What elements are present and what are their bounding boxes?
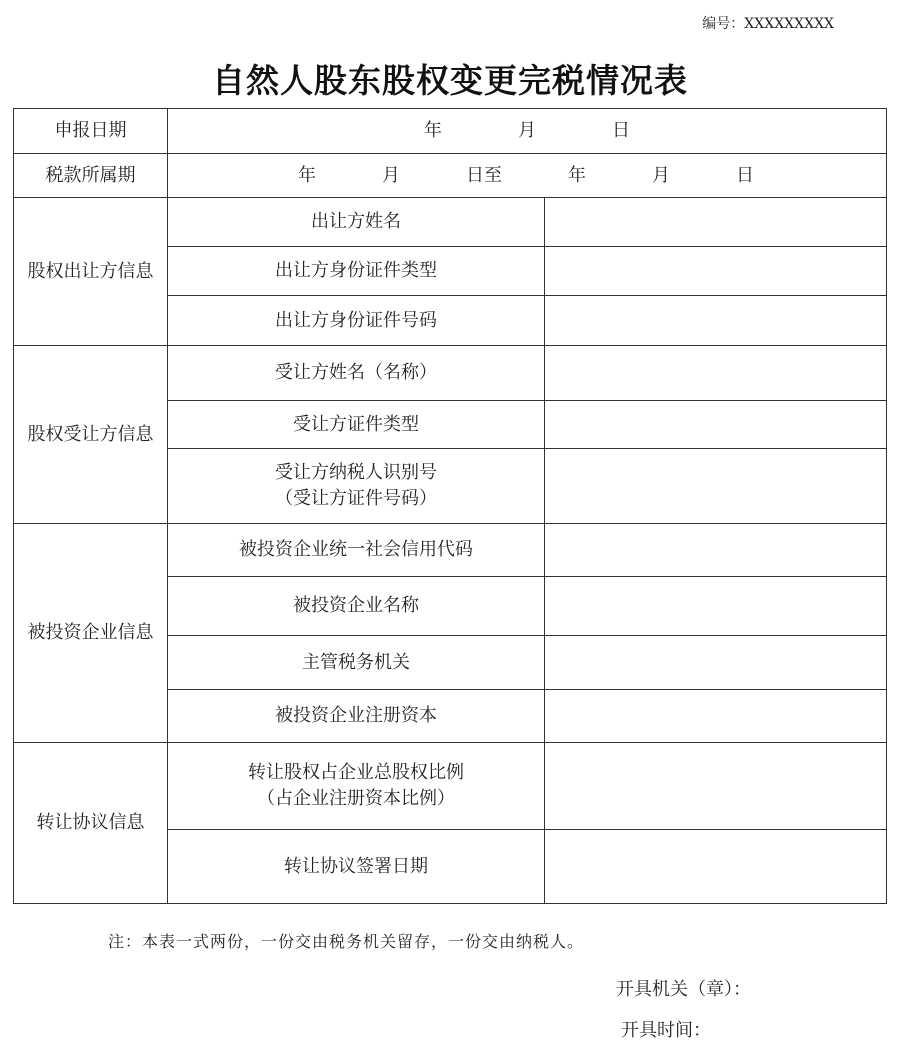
transferor-name-input[interactable] [545,198,887,247]
tax-period-field[interactable] [168,154,887,198]
transferor-section-label: 股权出让方信息 [14,198,168,346]
declare-date-field[interactable] [168,109,887,154]
table-row [14,198,887,247]
transferor-id-number-label: 出让方身份证件号码 [168,296,545,346]
transferee-name-label: 受让方姓名（名称） [168,346,545,401]
transferee-taxpayer-id-label [168,449,545,524]
registered-capital-label: 被投资企业注册资本 [168,690,545,743]
equity-ratio-line2: （占企业注册资本比例） [257,788,455,809]
transferee-section-label: 股权受让方信息 [14,346,168,524]
transferor-name-label: 出让方姓名 [168,198,545,247]
investee-name-label: 被投资企业名称 [168,577,545,636]
transferee-taxpayer-id-line1: 受让方纳税人识别号 [275,462,437,483]
issue-time-label: 开具时间： [621,1020,711,1041]
document-number: 编号：XXXXXXXXX [702,16,834,32]
investee-credit-code-label: 被投资企业统一社会信用代码 [168,524,545,577]
period-month-from-label: 月 [382,164,400,186]
declare-date-label: 申报日期 [14,109,168,154]
agreement-date-input[interactable] [545,830,887,904]
investee-section-label: 被投资企业信息 [14,524,168,743]
tax-authority-label: 主管税务机关 [168,636,545,690]
issuing-authority-label: 开具机关（章）： [616,979,751,1000]
transferor-id-number-input[interactable] [545,296,887,346]
table-row [14,346,887,401]
equity-ratio-input[interactable] [545,743,887,830]
tax-form-table [13,108,887,904]
tax-period-label: 税款所属期 [14,154,168,198]
declare-date-row [14,109,887,154]
transferor-id-type-label: 出让方身份证件类型 [168,247,545,296]
agreement-section-label: 转让协议信息 [14,743,168,904]
transferor-id-type-input[interactable] [545,247,887,296]
table-row [14,743,887,830]
transferee-id-type-label: 受让方证件类型 [168,401,545,449]
equity-ratio-line1: 转让股权占企业总股权比例 [248,762,464,783]
period-month-to-label: 月 [652,164,670,186]
transferee-id-type-input[interactable] [545,401,887,449]
footnote: 注：本表一式两份，一份交由税务机关留存，一份交由纳税人。 [108,932,585,951]
period-year-to-label: 年 [568,164,586,186]
investee-credit-code-input[interactable] [545,524,887,577]
period-day-label: 日 [736,164,754,186]
transferee-taxpayer-id-line2: （受让方证件号码） [275,488,437,509]
tax-period-row [14,154,887,198]
transferee-name-input[interactable] [545,346,887,401]
declare-year-label: 年 [424,120,442,141]
agreement-date-label: 转让协议签署日期 [168,830,545,904]
declare-day-label: 日 [612,120,630,141]
equity-ratio-label [168,743,545,830]
registered-capital-input[interactable] [545,690,887,743]
period-year-from-label: 年 [298,164,316,186]
form-title: 自然人股东股权变更完税情况表 [212,61,688,100]
table-row [14,524,887,577]
investee-name-input[interactable] [545,577,887,636]
declare-month-label: 月 [518,120,536,141]
transferee-taxpayer-id-input[interactable] [545,449,887,524]
period-day-to-label: 日至 [466,164,502,186]
tax-authority-input[interactable] [545,636,887,690]
